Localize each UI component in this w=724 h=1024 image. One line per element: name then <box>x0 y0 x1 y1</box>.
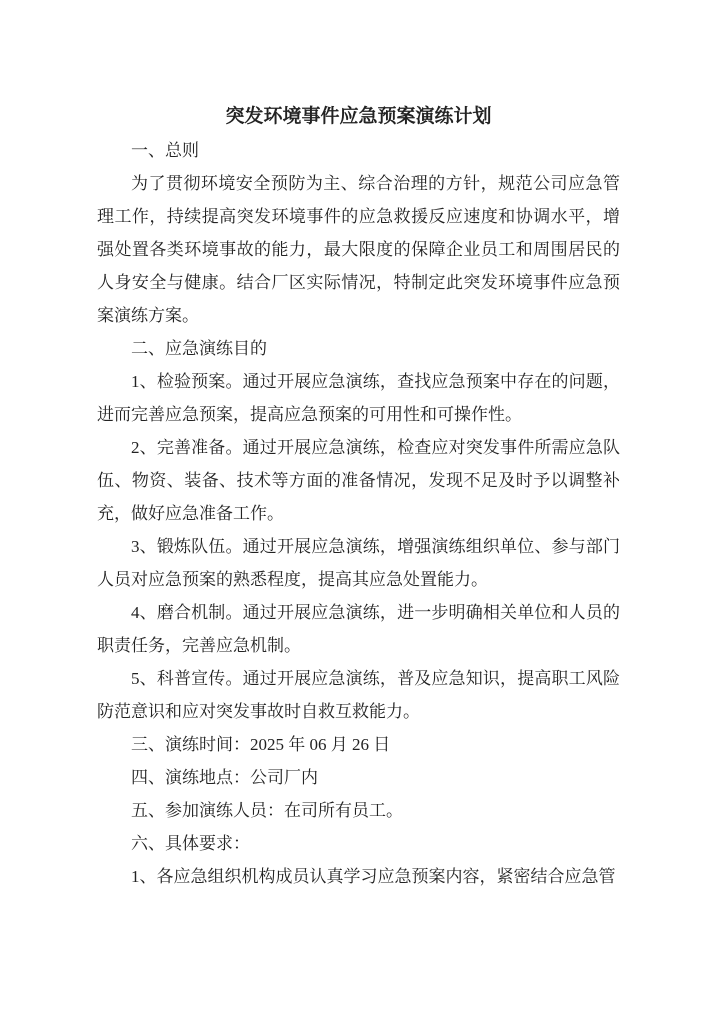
para-objective-2-improve-preparation: 2、完善准备。通过开展应急演练，检查应对突发事件所需应急队伍、物资、装备、技术等方面的准备情况，发现不足及时予以调整补充，做好应急准备工作。 <box>97 438 620 523</box>
line-drill-participants: 五、参加演练人员：在司所有员工。 <box>131 801 403 820</box>
para-objective-3-train-team: 3、锻炼队伍。通过开展应急演练，增强演练组织单位、参与部门人员对应急预案的熟悉程度，提高其应急处置能力。 <box>97 537 620 589</box>
section-heading-general-provisions: 一、总则 <box>131 141 199 160</box>
para-objective-4-coordination-mechanism: 4、磨合机制。通过开展应急演练，进一步明确相关单位和人员的职责任务，完善应急机制。 <box>97 603 620 655</box>
document-title: 突发环境事件应急预案演练计划 <box>225 106 492 127</box>
line-drill-location: 四、演练地点：公司厂内 <box>131 768 318 787</box>
para-general-provisions-intro: 为了贯彻环境安全预防为主、综合治理的方针，规范公司应急管理工作，持续提高突发环境事件的应急救援反应速度和协调水平，增强处置各类环境事故的能力，最大限度的保障企业员工和周围居民的人身安全与健康。结合厂区实际情况，特制定此突发环境事件应急预案演练方案。 <box>97 174 620 325</box>
para-objective-5-publicity: 5、科普宣传。通过开展应急演练，普及应急知识，提高职工风险防范意识和应对突发事故时自救互救能力。 <box>97 669 620 721</box>
line-drill-time: 三、演练时间：2025 年 06 月 26 日 <box>131 735 391 754</box>
section-heading-drill-objectives: 二、应急演练目的 <box>131 339 267 358</box>
section-heading-specific-requirements: 六、具体要求： <box>131 834 250 853</box>
para-objective-1-test-plan: 1、检验预案。通过开展应急演练，查找应急预案中存在的问题，进而完善应急预案，提高应急预案的可用性和可操作性。 <box>97 372 620 424</box>
para-requirement-1: 1、各应急组织机构成员认真学习应急预案内容，紧密结合应急管 <box>131 867 616 886</box>
document-body <box>97 134 620 893</box>
